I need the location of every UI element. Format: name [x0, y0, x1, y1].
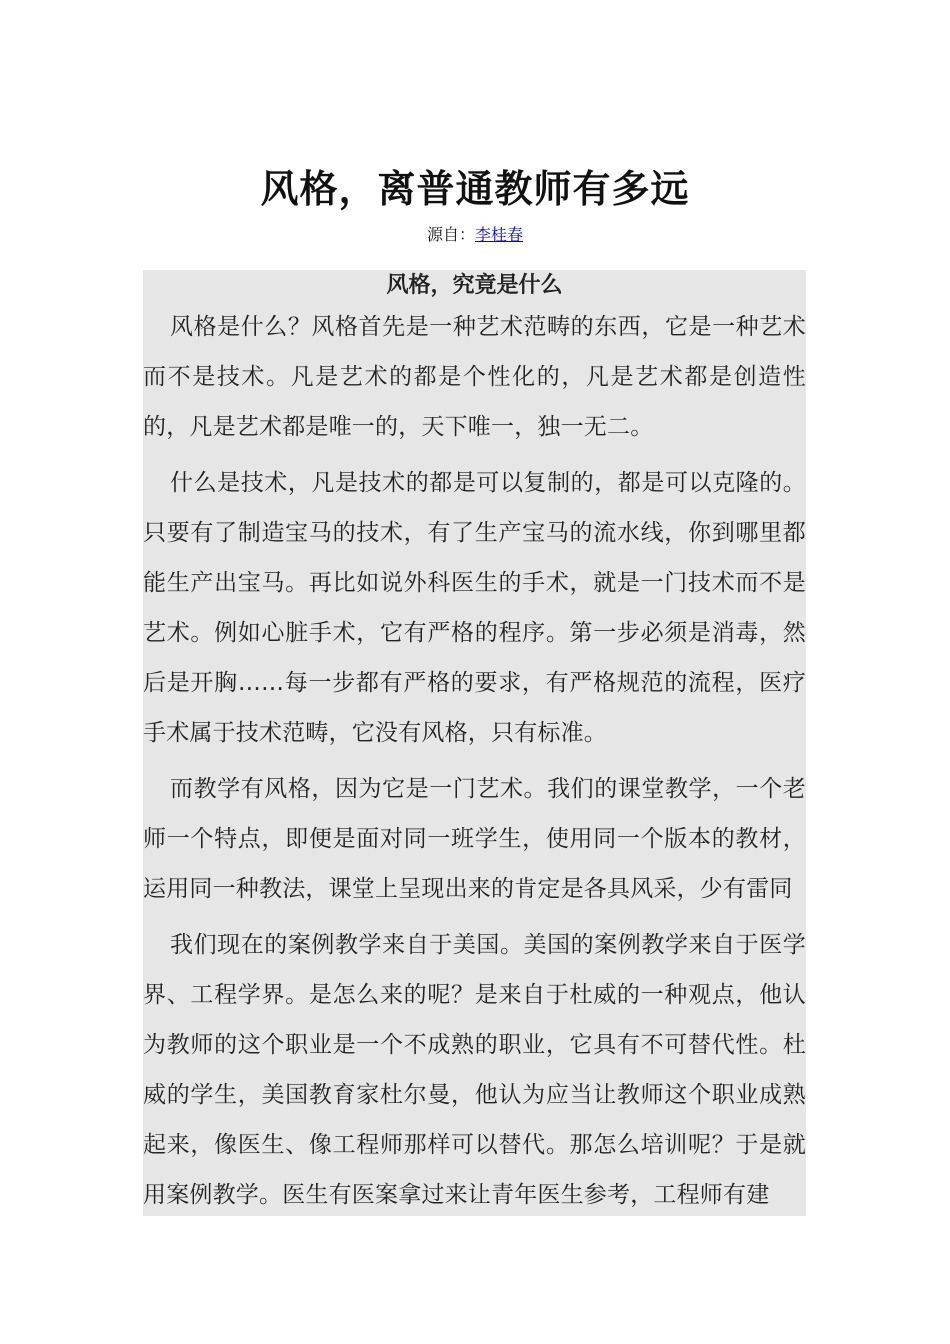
source-label: 源自： — [426, 225, 475, 244]
section-heading: 风格，究竟是什么 — [386, 273, 563, 298]
paragraph-1: 风格是什么？风格首先是一种艺术范畴的东西，它是一种艺术而不是技术。凡是艺术的都是个性化的，凡是艺术都是创造性的，凡是艺术都是唯一的，天下唯一，独一无二。 — [143, 314, 806, 440]
paragraph-2: 什么是技术，凡是技术的都是可以复制的，都是可以克隆的。只要有了制造宝马的技术，有了生产宝马的流水线，你到哪里都能生产出宝马。再比如说外科医生的手术，就是一门技术而不是艺术。例如心脏手术，它有严格的程序。第一步必须是消毒，然后是开胸……每一步都有严格的要求，有严格规范的流程，医疗手术属于技术范畴，它没有风格，只有标准。 — [143, 470, 806, 746]
paragraph-3: 而教学有风格，因为它是一门艺术。我们的课堂教学，一个老师一个特点，即便是面对同一班学生，使用同一个版本的教材，运用同一种教法，课堂上呈现出来的肯定是各具风采，少有雷同 — [143, 776, 806, 902]
source-author-link[interactable]: 李桂春 — [475, 225, 524, 244]
paragraph-4: 我们现在的案例教学来自于美国。美国的案例教学来自于医学界、工程学界。是怎么来的呢？是来自于杜威的一种观点，他认为教师的这个职业是一个不成熟的职业，它具有不可替代性。杜威的学生，美国教育家杜尔曼，他认为应当让教师这个职业成熟起来，像医生、像工程师那样可以替代。那怎么培训呢？于是就用案例教学。医生有医案拿过来让青年医生参考，工程师有建 — [143, 932, 806, 1208]
article-content — [143, 270, 806, 1216]
source-line — [0, 224, 950, 246]
page-title: 风格，离普通教师有多远 — [260, 167, 690, 212]
